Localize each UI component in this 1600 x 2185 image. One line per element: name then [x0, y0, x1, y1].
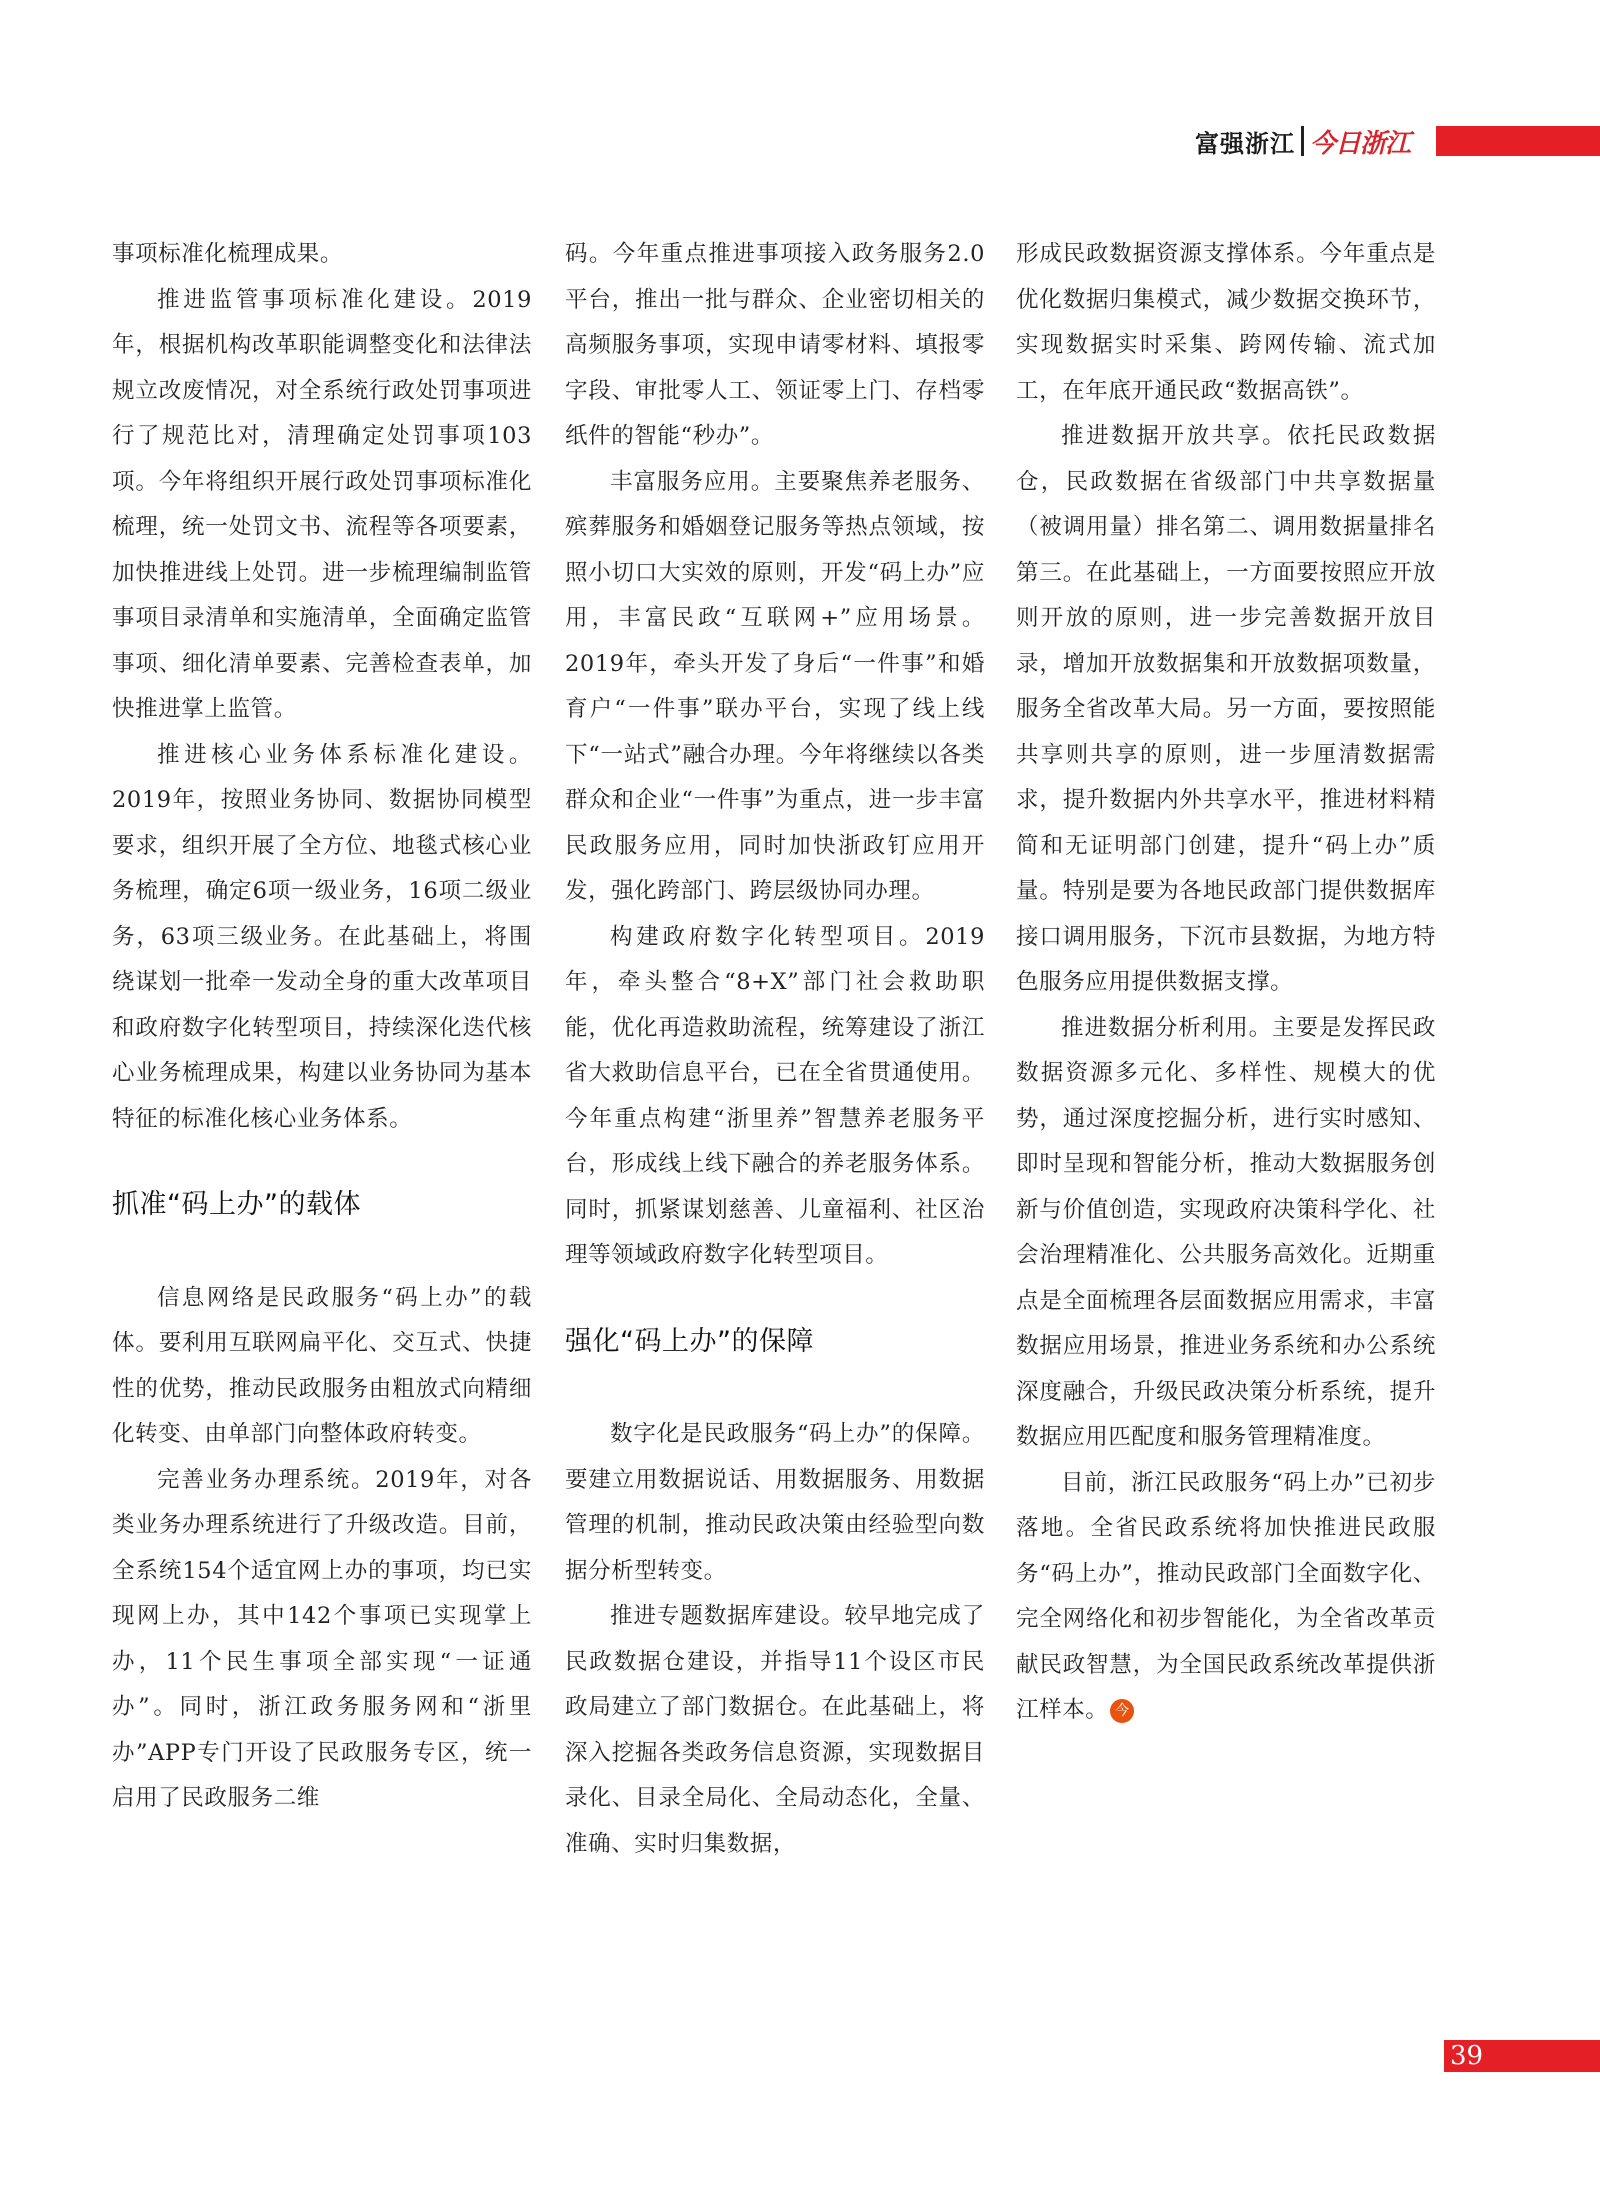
page-number-bar — [1444, 2040, 1600, 2072]
paragraph: 推进专题数据库建设。较早地完成了民政数据仓建设，并指导11个设区市民政局建立了部门数据仓。在此基础上，将深入挖掘各类政务信息资源，实现数据目录化、目录全局化、全局动态化，全量、准确、实时归集数据， — [565, 1603, 985, 1857]
paragraph: 构建政府数字化转型项目。2019年，牵头整合“8+X”部门社会救助职能，优化再造救助流程，统筹建设了浙江省大救助信息平台，已在全省贯通使用。今年重点构建“浙里养”智慧养老服务平台，形成线上线下融合的养老服务体系。同时，抓紧谋划慈善、儿童福利、社区治理等领域政府数字化转型项目。 — [565, 923, 985, 1268]
spacer — [565, 1279, 985, 1319]
paragraph: 推进数据分析利用。主要是发挥民政数据资源多元化、多样性、规模大的优势，通过深度挖掘分析，进行实时感知、即时呈现和智能分析，推动大数据服务创新与价值创造，实现政府决策科学化、社会治理精准化、公共服务高效化。近期重点是全面梳理各层面数据应用需求，丰富数据应用场景，推进业务系统和办公系统深度融合，升级民政决策分析系统，提升数据应用匹配度和服务管理精准度。 — [1016, 1014, 1436, 1450]
page-header — [1195, 124, 1410, 158]
end-mark-icon: 今 — [1110, 1699, 1134, 1723]
paragraph: 丰富服务应用。主要聚焦养老服务、殡葬服务和婚姻登记服务等热点领域，按照小切口大实效的原则，开发“码上办”应用，丰富民政“互联网+”应用场景。2019年，牵头开发了身后“一件事”和婚育户“一件事”联办平台，实现了线上线下“一站式”融合办理。今年将继续以各类群众和企业“一件事”为重点，进一步丰富民政服务应用，同时加快浙政钉应用开发，强化跨部门、跨层级协同办理。 — [565, 468, 985, 904]
header-divider — [1301, 126, 1304, 156]
section-heading: 强化“码上办”的保障 — [565, 1325, 814, 1357]
paragraph: 数字化是民政服务“码上办”的保障。要建立用数据说话、用数据服务、用数据管理的机制，推动民政决策由经验型向数据分析型转变。 — [565, 1421, 985, 1584]
paragraph: 推进数据开放共享。依托民政数据仓，民政数据在省级部门中共享数据量（被调用量）排名第二、调用数据量排名第三。在此基础上，一方面要按照应开放则开放的原则，进一步完善数据开放目录，增加开放数据集和开放数据项数量，服务全省改革大局。另一方面，要按照能共享则共享的原则，进一步厘清数据需求，提升数据内外共享水平，推进材料精简和无证明部门创建，提升“码上办”质量。特别是要为各地民政部门提供数据库接口调用服务，下沉市县数据，为地方特色服务应用提供数据支撑。 — [1016, 423, 1436, 995]
page-number: 39 — [1450, 2041, 1484, 2071]
paragraph: 形成民政数据资源支撑体系。今年重点是优化数据归集模式，减少数据交换环节，实现数据实时采集、跨网传输、流式加工，在年底开通民政“数据高铁”。 — [1016, 241, 1436, 404]
closing-paragraph — [1016, 1461, 1436, 1734]
magazine-logo: 今日浙江 — [1310, 128, 1411, 159]
section-heading: 抓准“码上办”的载体 — [112, 1189, 361, 1220]
header-red-bar — [1436, 126, 1600, 156]
paragraph: 码。今年重点推进事项接入政务服务2.0平台，推出一批与群众、企业密切相关的高频服务事项，实现申请零材料、填报零字段、审批零人工、领证零上门、存档零纸件的智能“秒办”。 — [565, 241, 985, 449]
closing-text: 目前，浙江民政服务“码上办”已初步落地。全省民政系统将加快推进民政服务“码上办”，推动民政部门全面数字化、完全网络化和初步智能化，为全省改革贡献民政智慧，为全国民政系统改革提供浙江样本。 — [1016, 1469, 1436, 1723]
section-title: 富强浙江 — [1195, 129, 1295, 158]
paragraph: 推进监管事项标准化建设。2019年，根据机构改革职能调整变化和法律法规立改废情况，对全系统行政处罚事项进行了规范比对，清理确定处罚事项103项。今年将组织开展行政处罚事项标准化梳理，统一处罚文书、流程等各项要素，加快推进线上处罚。进一步梳理编制监管事项目录清单和实施清单，全面确定监管事项、细化清单要素、完善检查表单，加快推进掌上监管。 — [112, 286, 532, 722]
paragraph: 事项标准化梳理成果。 — [112, 241, 344, 267]
spacer — [112, 1142, 532, 1182]
text-column-2 — [565, 232, 985, 1867]
paragraph: 信息网络是民政服务“码上办”的载体。要利用互联网扁平化、交互式、快捷性的优势，推动民政服务由粗放式向精细化转变、由单部门向整体政府转变。 — [112, 1284, 532, 1447]
spacer — [112, 1228, 532, 1276]
paragraph: 推进核心业务体系标准化建设。2019年，按照业务协同、数据协同模型要求，组织开展了全方位、地毯式核心业务梳理，确定6项一级业务，16项二级业务，63项三级业务。在此基础上，将围绕谋划一批牵一发动全身的重大改革项目和政府数字化转型项目，持续深化迭代核心业务梳理成果，构建以业务协同为基本特征的标准化核心业务体系。 — [112, 741, 532, 1132]
text-column-1 — [112, 232, 532, 1822]
spacer — [565, 1364, 985, 1412]
paragraph: 完善业务办理系统。2019年，对各类业务办理系统进行了升级改造。目前，全系统154个适宜网上办的事项，均已实现网上办，其中142个事项已实现掌上办，11个民生事项全部实现“一证通办”。同时，浙江政务服务网和“浙里办”APP专门开设了民政服务专区，统一启用了民政服务二维 — [112, 1466, 532, 1811]
text-column-3 — [1016, 232, 1436, 1734]
